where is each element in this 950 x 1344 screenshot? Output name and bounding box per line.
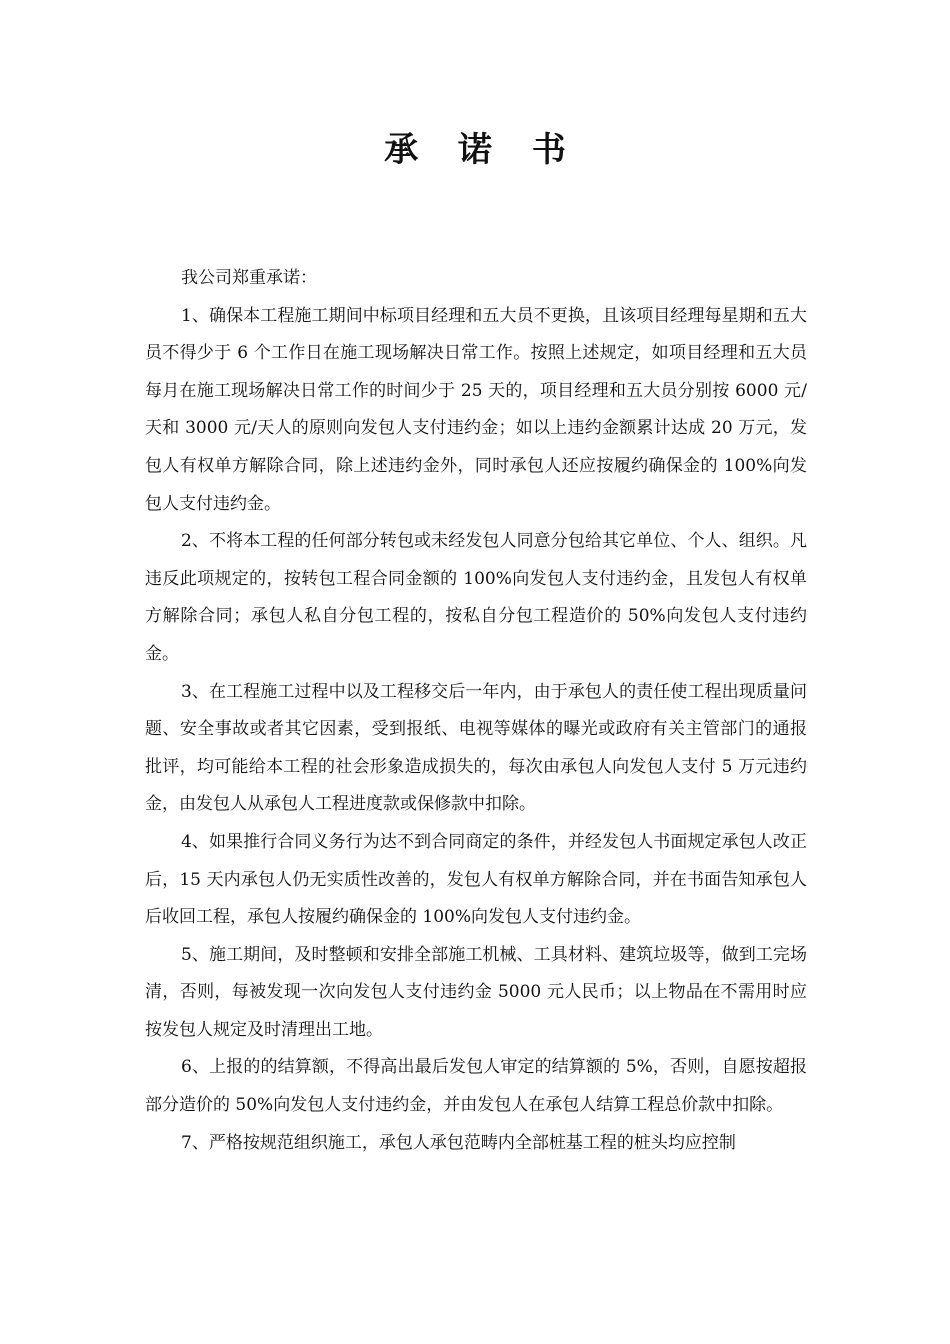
paragraph-clause-7: 7、严格按规范组织施工，承包人承包范畴内全部桩基工程的桩头均应控制 bbox=[181, 1132, 736, 1153]
paragraph-intro: 我公司郑重承诺： bbox=[181, 268, 317, 288]
paragraph-clause-3: 3、在工程施工过程中以及工程移交后一年内，由于承包人的责任使工程出现质量问题、安全事故或者其它因素，受到报纸、电视等媒体的曝光或政府有关主管部门的通报批评，均可能给本工程的社会形象造成损失的，每次由承包人向发包人支付 5 万元违约金，由发包人从承包人工程进度款或保修款中扣除。 bbox=[145, 681, 807, 815]
paragraph-clause-4: 4、如果推行合同义务行为达不到合同商定的条件，并经发包人书面规定承包人改正后，15 天内承包人仍无实质性改善的，发包人有权单方解除合同，并在书面告知承包人后收回工程，承包人按履约确保金的 100%向发包人支付违约金。 bbox=[145, 831, 807, 928]
paragraph-clause-5: 5、施工期间，及时整顿和安排全部施工机械、工具材料、建筑垃圾等，做到工完场清，否则，每被发现一次向发包人支付违约金 5000 元人民币；以上物品在不需用时应按发包人规定及时清理出工地。 bbox=[145, 944, 807, 1040]
paragraph-clause-6: 6、上报的的结算额，不得高出最后发包人审定的结算额的 5%，否则，自愿按超报部分造价的 50%向发包人支付违约金，并由发包人在承包人结算工程总价款中扣除。 bbox=[145, 1057, 807, 1116]
document-title: 承 诺 书 bbox=[384, 130, 580, 170]
paragraph-clause-2: 2、不将本工程的任何部分转包或未经发包人同意分包给其它单位、个人、组织。凡违反此项规定的，按转包工程合同金额的 100%向发包人支付违约金，且发包人有权单方解除合同；承包人私自分包工程的，按私自分包工程造价的 50%向发包人支付违约金。 bbox=[145, 531, 807, 664]
document-body bbox=[145, 260, 807, 1162]
paragraph-clause-1: 1、确保本工程施工期间中标项目经理和五大员不更换，且该项目经理每星期和五大员不得少于 6 个工作日在施工现场解决日常工作。按照上述规定，如项目经理和五大员每月在施工现场解决日常工作的时间少于 25 天的，项目经理和五大员分别按 6000 元/天和 3000 元/天人的原则向发包人支付违约金；如以上违约金额累计达成 20 万元，发包人有权单方解除合同，除上述违约金外，同时承包人还应按履约确保金的 100%向发包人支付违约金。 bbox=[145, 305, 807, 514]
